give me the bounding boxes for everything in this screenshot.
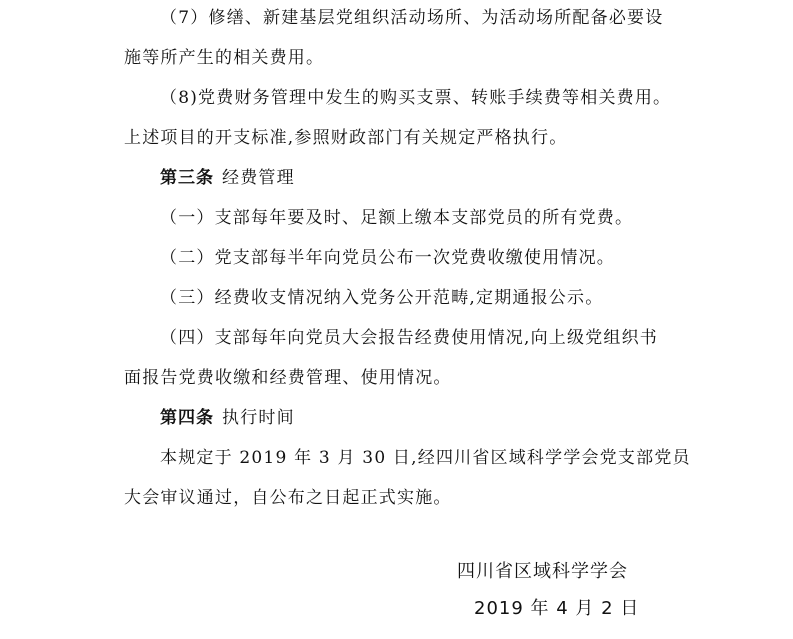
signature-organization: 四川省区域科学学会 (457, 561, 628, 582)
paragraph-item-8: （8)党费财务管理中发生的购买支票、转账手续费等相关费用。 (160, 88, 672, 108)
paragraph-clause-1: （一）支部每年要及时、足额上缴本支部党员的所有党费。 (160, 208, 634, 228)
article-title: 经费管理 (222, 168, 295, 188)
paragraph-clause-3: （三）经费收支情况纳入党务公开范畴,定期通报公示。 (160, 288, 604, 308)
article-number: 第四条 (160, 408, 214, 428)
section-heading-article-3 (160, 166, 295, 190)
paragraph-standards: 上述项目的开支标准,参照财政部门有关规定严格执行。 (124, 128, 568, 148)
signature-date: 2019 年 4 月 2 日 (474, 598, 640, 619)
article-title: 执行时间 (222, 408, 295, 428)
paragraph-clause-4-line2: 面报告党费收缴和经费管理、使用情况。 (124, 368, 452, 388)
paragraph-effective-line1: 本规定于 2019 年 3 月 30 日,经四川省区域科学学会党支部党员 (160, 448, 691, 468)
paragraph-effective-line2: 大会审议通过，自公布之日起正式实施。 (124, 488, 452, 508)
paragraph-clause-4-line1: （四）支部每年向党员大会报告经费使用情况,向上级党组织书 (160, 328, 659, 348)
paragraph-item-7-line1: （7）修缮、新建基层党组织活动场所、为活动场所配备必要设 (160, 8, 664, 28)
paragraph-clause-2: （二）党支部每半年向党员公布一次党费收缴使用情况。 (160, 248, 615, 268)
article-number: 第三条 (160, 168, 214, 188)
paragraph-item-7-line2: 施等所产生的相关费用。 (124, 48, 325, 68)
section-heading-article-4 (160, 406, 295, 430)
